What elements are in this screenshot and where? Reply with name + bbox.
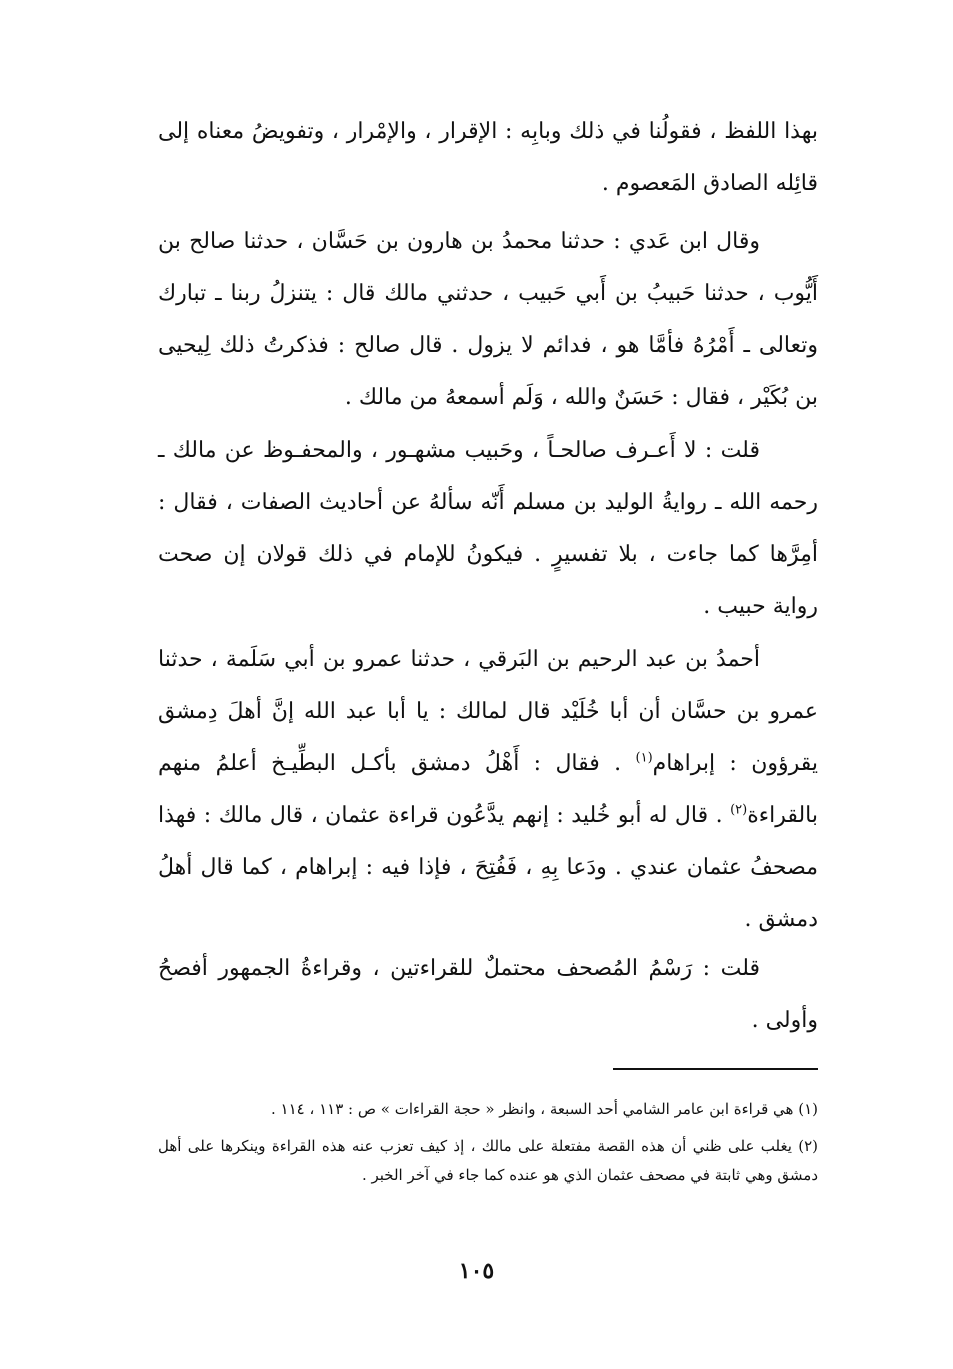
- paragraph-5-block: [158, 943, 818, 1047]
- page-number: ١٠٥: [458, 1258, 495, 1284]
- paragraph-2-block: [158, 216, 818, 424]
- paragraph-3-block: [158, 425, 818, 633]
- paragraph-5: قلت : رَسْمُ المُصحف محتملٌ للقراءتين ، وقراءةُ الجمهور أفصحُ وأولى .: [158, 956, 818, 1033]
- footnote-2: (٢) يغلب على ظني أن هذه القصة مفتعلة على مالك ، إذ كيف تعزب عنه هذه القراءة وينكرها على أهل دمشق وهي ثابتة في مصحف عثمان الذي هو عنده كما جاء في آخر الخبر .: [158, 1137, 818, 1184]
- paragraph-4-part-1: أحمدُ بن عبد الرحيم بن البَرقي ، حدثنا عمرو بن أبي سَلَمة ، حدثنا عمرو بن حسَّان أن أبا خُلَيْد قال لمالك : يا أبا عبد الله إنَّ أهلَ دِمشق يقرؤون : إبراهام: [158, 647, 819, 776]
- paragraph-4-part-2: . فقال : أَهْلُ دمشق بأكـل البطِّيـخ أعلمُ منهم بالقراءة: [158, 751, 818, 828]
- paragraph-2: وقال ابن عَدي : حدثنا محمدُ بن هارون بن حَسَّان ، حدثنا صالح بن أَيُّوب ، حدثنا حَبيبُ بن أَبي حَبيب ، حدثني مالك قال : يتنزلُ ربنا ـ تبارك وتعالى ـ أَمْرُهُ فأمَّا هو ، فدائم لا يزول . قال صالح : فذكرتُ ذلك لِيحيى بن بُكَيْر ، فقال : حَسَنٌ والله ، وَلَم أسمعهُ من مالك .: [158, 229, 818, 410]
- footnote-ref-1: (١): [635, 750, 653, 766]
- paragraph-4: [158, 634, 818, 946]
- footnote-1: (١) هي قراءة ابن عامر الشامي أحد السبعة ، وانظر « حجة القراءات » ص : ١١٣ ، ١١٤ .: [271, 1100, 818, 1118]
- footnote-separator: [613, 1068, 818, 1070]
- footnote-ref-2: (٢): [730, 802, 748, 818]
- footnotes: [158, 1095, 818, 1198]
- paragraph-1-block: [158, 106, 818, 210]
- paragraph-1: بهذا اللفظ ، فقولُنا في ذلك وبابِه : الإقرار ، والإمْرار ، وتفويضُ معناه إلى قائِله الصادق المَعصوم .: [158, 119, 818, 196]
- paragraph-4-block: [158, 634, 818, 946]
- paragraph-4-part-3: . قال له أبو خُليد : إنهم يدَّعُون قراءة عثمان ، قال مالك : فهذا مصحفُ عثمان عندي . ودَعا بِهِ ، فَفُتِحَ ، فإذا فيه : إبراهام ، كما قال أهلُ دمشق .: [158, 803, 818, 932]
- paragraph-3: قلت : لا أَعـرف صالحـاً ، وحَبيب مشهـور ، والمحفـوظ عن مالك ـ رحمه الله ـ روايةُ الوليد بن مسلم أَنّه سألهُ عن أحاديث الصفات ، فقال : أمِرَّها كما جاءت ، بلا تفسيرٍ . فيكونُ للإمام في ذلك قولان إن صحت رواية حبيب .: [158, 438, 818, 619]
